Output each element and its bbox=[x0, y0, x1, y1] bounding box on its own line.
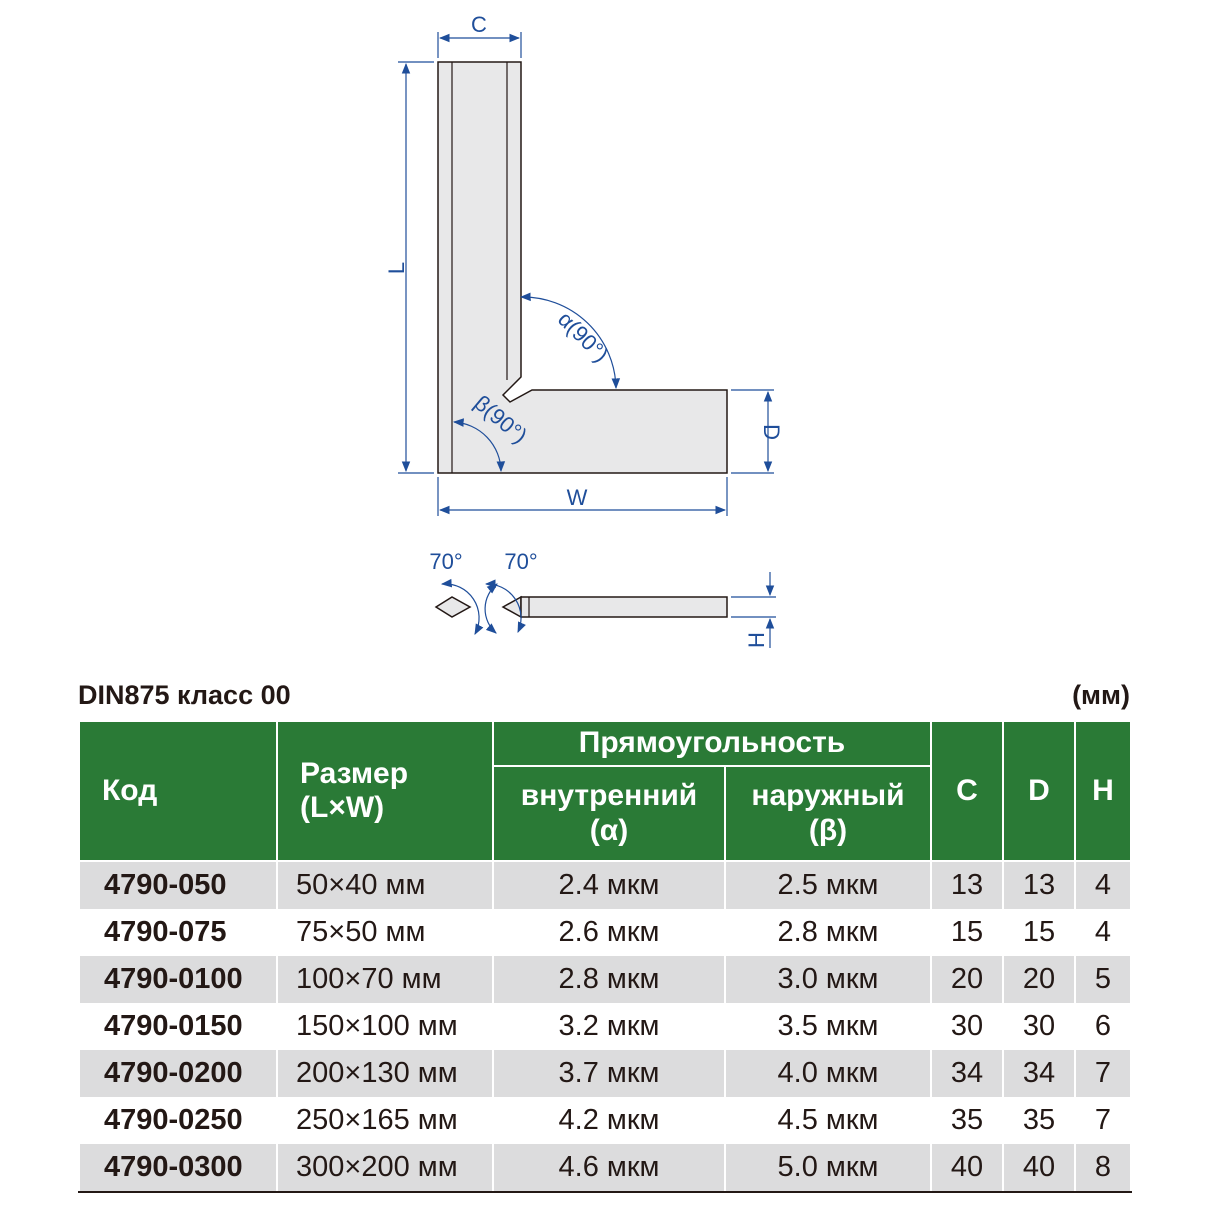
cell-h: 7 bbox=[1075, 1050, 1131, 1097]
cell-size: 100×70 мм bbox=[277, 956, 493, 1003]
table-unit: (мм) bbox=[1072, 680, 1130, 710]
cell-inner: 4.2 мкм bbox=[493, 1097, 725, 1144]
cell-code: 4790-0250 bbox=[79, 1097, 277, 1144]
cell-inner: 2.4 мкм bbox=[493, 861, 725, 909]
cell-size: 250×165 мм bbox=[277, 1097, 493, 1144]
cell-c: 34 bbox=[931, 1050, 1003, 1097]
header-size-line2: (L×W) bbox=[300, 791, 385, 824]
cell-h: 5 bbox=[1075, 956, 1131, 1003]
cell-inner: 4.6 мкм bbox=[493, 1144, 725, 1192]
cell-outer: 3.5 мкм bbox=[725, 1003, 931, 1050]
cell-d: 35 bbox=[1003, 1097, 1075, 1144]
cell-inner: 3.2 мкм bbox=[493, 1003, 725, 1050]
header-d: D bbox=[1003, 721, 1075, 861]
angle-alpha bbox=[521, 297, 616, 388]
header-size bbox=[277, 721, 493, 861]
cell-h: 7 bbox=[1075, 1097, 1131, 1144]
header-outer bbox=[725, 766, 931, 861]
dim-label-h: H bbox=[744, 632, 769, 648]
cell-h: 4 bbox=[1075, 909, 1131, 956]
cell-code: 4790-050 bbox=[79, 861, 277, 909]
table-body bbox=[79, 861, 1131, 1192]
dim-label-w: W bbox=[566, 485, 588, 510]
header-inner-line2: (α) bbox=[589, 813, 629, 847]
cell-code: 4790-0100 bbox=[79, 956, 277, 1003]
table-row bbox=[79, 1097, 1131, 1144]
angle-label-beta: β(90°) bbox=[469, 390, 533, 449]
header-outer-line2: (β) bbox=[808, 813, 848, 847]
cell-h: 8 bbox=[1075, 1144, 1131, 1192]
table-row bbox=[79, 909, 1131, 956]
header-c: C bbox=[931, 721, 1003, 861]
angle-label-alpha: α(90°) bbox=[553, 306, 614, 367]
cell-size: 75×50 мм bbox=[277, 909, 493, 956]
angle-label-right: 70° bbox=[504, 549, 538, 574]
spec-table bbox=[78, 720, 1132, 1193]
cell-outer: 4.0 мкм bbox=[725, 1050, 931, 1097]
header-h: H bbox=[1075, 721, 1131, 861]
dimension-l bbox=[384, 62, 434, 473]
cell-code: 4790-075 bbox=[79, 909, 277, 956]
header-outer-line1: наружный bbox=[751, 779, 905, 812]
cell-d: 34 bbox=[1003, 1050, 1075, 1097]
cell-h: 4 bbox=[1075, 861, 1131, 909]
side-view bbox=[429, 549, 776, 648]
cell-code: 4790-0150 bbox=[79, 1003, 277, 1050]
cell-d: 15 bbox=[1003, 909, 1075, 956]
cell-inner: 3.7 мкм bbox=[493, 1050, 725, 1097]
cell-inner: 2.6 мкм bbox=[493, 909, 725, 956]
cell-outer: 2.8 мкм bbox=[725, 909, 931, 956]
dim-label-c: C bbox=[471, 12, 487, 37]
dimension-w bbox=[438, 477, 727, 516]
cell-code: 4790-0300 bbox=[79, 1144, 277, 1192]
cell-c: 30 bbox=[931, 1003, 1003, 1050]
table-row bbox=[79, 1050, 1131, 1097]
header-size-line1: Размер bbox=[300, 756, 409, 790]
cell-code: 4790-0200 bbox=[79, 1050, 277, 1097]
table-row bbox=[79, 956, 1131, 1003]
dimension-c bbox=[438, 12, 521, 58]
table-title: DIN875 класс 00 bbox=[78, 680, 291, 710]
dim-label-l: L bbox=[384, 261, 409, 275]
cell-c: 15 bbox=[931, 909, 1003, 956]
table-row bbox=[79, 1144, 1131, 1192]
table-row bbox=[79, 1003, 1131, 1050]
angle-label-left: 70° bbox=[429, 549, 463, 574]
cell-outer: 5.0 мкм bbox=[725, 1144, 931, 1192]
cell-d: 20 bbox=[1003, 956, 1075, 1003]
cell-c: 13 bbox=[931, 861, 1003, 909]
cell-d: 30 bbox=[1003, 1003, 1075, 1050]
table-row bbox=[79, 861, 1131, 909]
cell-outer: 2.5 мкм bbox=[725, 861, 931, 909]
header-squareness: Прямоугольность bbox=[493, 721, 931, 766]
cell-size: 50×40 мм bbox=[277, 861, 493, 909]
dim-label-d: D bbox=[759, 424, 784, 440]
cell-inner: 2.8 мкм bbox=[493, 956, 725, 1003]
cell-size: 300×200 мм bbox=[277, 1144, 493, 1192]
header-inner-line1: внутренний bbox=[520, 779, 698, 812]
dimension-d bbox=[731, 390, 784, 473]
cell-outer: 4.5 мкм bbox=[725, 1097, 931, 1144]
cell-c: 35 bbox=[931, 1097, 1003, 1144]
cell-size: 200×130 мм bbox=[277, 1050, 493, 1097]
cell-size: 150×100 мм bbox=[277, 1003, 493, 1050]
header-inner bbox=[493, 766, 725, 861]
cell-d: 40 bbox=[1003, 1144, 1075, 1192]
cell-c: 20 bbox=[931, 956, 1003, 1003]
cell-h: 6 bbox=[1075, 1003, 1131, 1050]
cell-c: 40 bbox=[931, 1144, 1003, 1192]
cell-outer: 3.0 мкм bbox=[725, 956, 931, 1003]
cell-d: 13 bbox=[1003, 861, 1075, 909]
header-code: Код bbox=[79, 721, 277, 861]
